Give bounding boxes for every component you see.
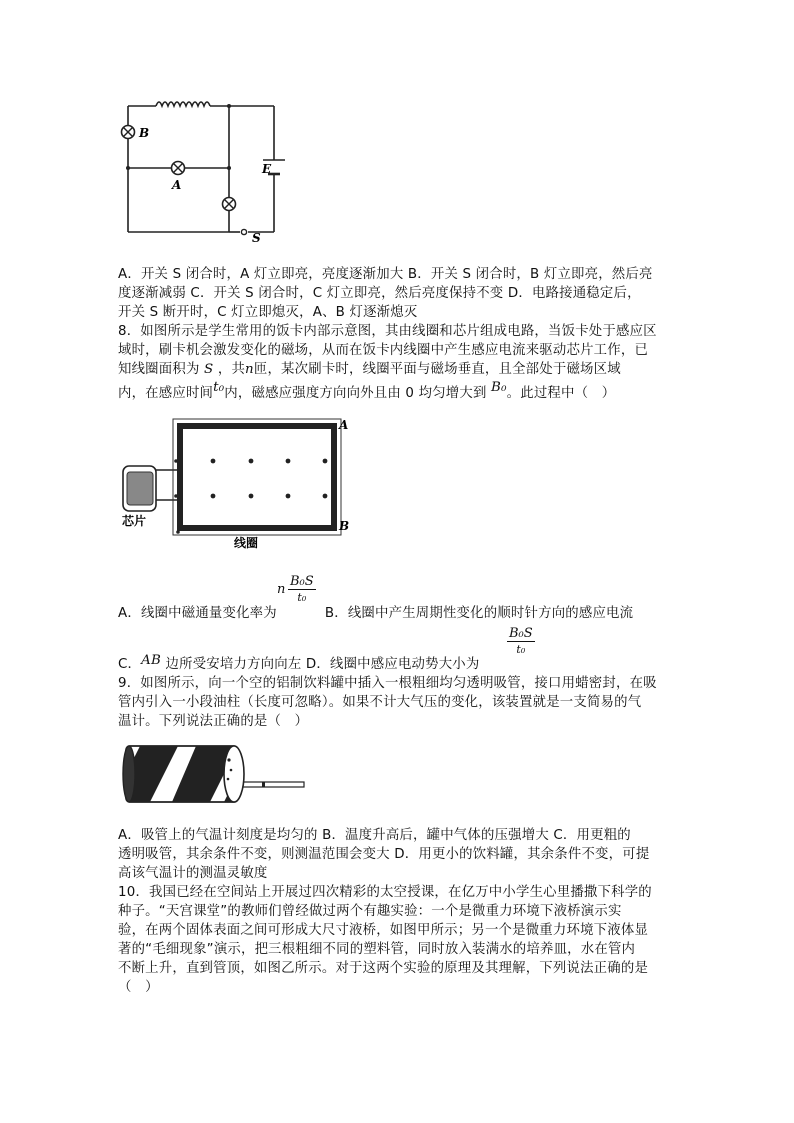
- q8-options-cd: C．AB 边所受安培力方向向左 D．线圈中感应电动势大小为: [118, 653, 480, 672]
- q9-line-3: 温计。下列说法正确的是（ ）: [118, 714, 309, 729]
- q10-line-4: 著的“毛细现象”演示，把三根粗细不同的塑料管，同时放入装满水的培养皿，水在管内: [118, 942, 636, 957]
- q8-line-1: 8．如图所示是学生常用的饭卡内部示意图，其由线圈和芯片组成电路，当饭卡处于感应区: [118, 324, 657, 339]
- q8-option-a: A．线圈中磁通量变化率为: [118, 606, 277, 621]
- q9-option-line-2: 透明吸管，其余条件不变，则测温范围会变大 D．用更小的饮料罐，其余条件不变，可提: [118, 847, 650, 862]
- var-ab: AB: [141, 653, 162, 668]
- q8-line-2: 域时，刷卡机会激发变化的磁场，从而在饭卡内线圈中产生感应电流来驱动芯片工作，已: [118, 343, 649, 358]
- label-e: E: [262, 162, 272, 176]
- chip-label: 芯片: [122, 514, 147, 528]
- corner-b: B: [339, 519, 350, 533]
- q10-line-5: 不断上升，直到管顶，如图乙所示。对于这两个实验的原理及其理解，下列说法正确的是: [118, 961, 649, 976]
- var-s: S: [204, 362, 214, 377]
- var-t0: t₀: [213, 380, 225, 395]
- q7-line-2: 度逐渐减弱 C．开关 S 闭合时，C 灯立即亮，然后亮度保持不变 D．电路接通稳定后，: [118, 286, 641, 301]
- var-n: n: [245, 362, 254, 377]
- q9-option-line-1: A．吸管上的气温计刻度是均匀的 B．温度升高后，罐中气体的压强增大 C．用更粗的: [118, 828, 631, 843]
- label-b: B: [139, 126, 150, 140]
- corner-a: A: [339, 418, 349, 432]
- label-a: A: [172, 178, 182, 192]
- var-b0: B₀: [491, 380, 507, 395]
- q10-line-6: （ ）: [118, 980, 159, 995]
- q10-line-3: 验，在两个固体表面之间可形成大尺寸液桥，如图甲所示；另一个是微重力环境下液体显: [118, 923, 649, 938]
- q9-option-line-3: 高该气温计的测温灵敏度: [118, 866, 268, 881]
- q7-line-1: A．开关 S 闭合时，A 灯立即亮，亮度逐渐加大 B．开关 S 闭合时，B 灯立即亮，然后亮: [118, 267, 653, 282]
- q8-line-3: 知线圈面积为 S ，共n匝，某次刷卡时，线圈平面与磁场垂直，且全部处于磁场区域: [118, 362, 621, 377]
- coil-label: 线圈: [234, 536, 259, 550]
- q7-line-3: 开关 S 断开时，C 灯立即熄灭，A、B 灯逐渐熄灭: [118, 305, 418, 320]
- q9-line-2: 管内引入一小段油柱（长度可忽略）。如果不计大气压的变化，该装置就是一支简易的气: [118, 695, 642, 710]
- label-s: S: [252, 231, 261, 245]
- fraction-flux-rate: n B₀S t₀: [277, 574, 314, 604]
- q10-line-1: 10．我国已经在空间站上开展过四次精彩的太空授课，在亿万中小学生心里播撒下科学的: [118, 885, 652, 900]
- q8-line-4: 内，在感应时间t₀内，磁感应强度方向向外且由 0 均匀增大到 B₀。此过程中（ ）: [118, 380, 616, 401]
- q8-option-b: B．线圈中产生周期性变化的顺时针方向的感应电流: [324, 606, 634, 621]
- fraction-emf: B₀S t₀: [509, 626, 533, 656]
- q9-line-1: 9．如图所示，向一个空的铝制饮料罐中插入一根粗细均匀透明吸管，接口用蜡密封，在吸: [118, 676, 657, 691]
- q10-line-2: 种子。“天宫课堂”的教师们曾经做过两个有趣实验：一个是微重力环境下液桥演示实: [118, 904, 622, 919]
